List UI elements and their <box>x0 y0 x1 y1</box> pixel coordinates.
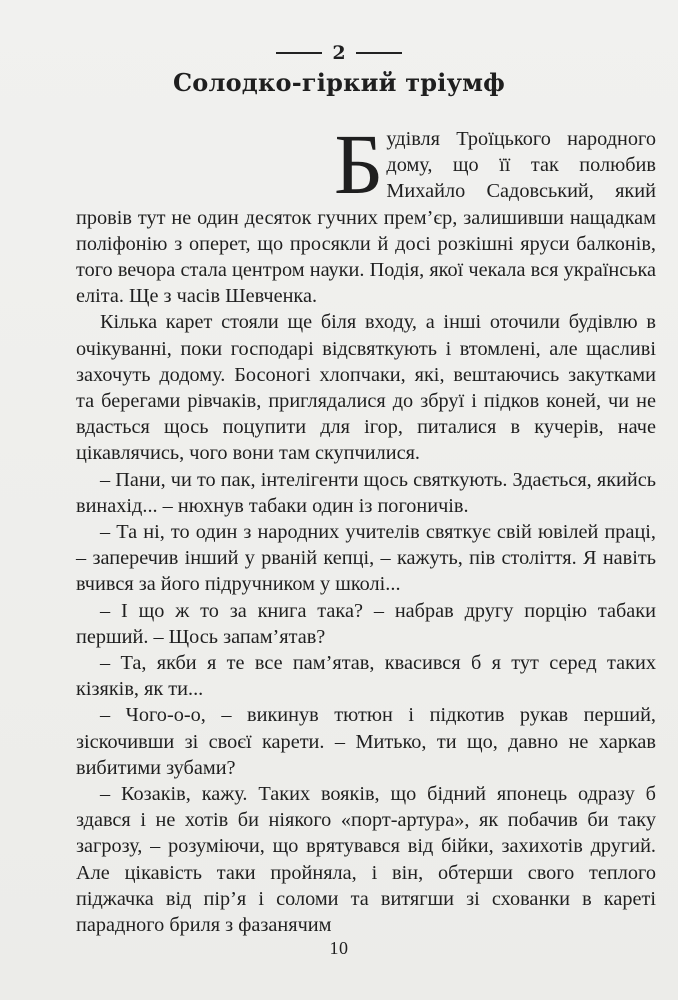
paragraph-4: – Та ні, то один з народних учителів святкує свій ювілей праці, – заперечив інший у рваній кепці, – кажуть, пів століття. Я навіть вчився за його підручником у школі... <box>76 521 656 596</box>
paragraph-5: – І що ж то за книга така? – набрав другу порцію табаки перший. – Щось запам’ятав? <box>76 599 656 648</box>
paragraph-1-text: удівля Троїцького народного дому, що її так полюбив Михайло Садовський, який провів тут не один десяток гучних прем’єр, залишивши нащадкам поліфонію з оперет, що просякли й досі розкішні яруси балконів, того вечора стала центром науки. Подія, якої чекала вся українська еліта. Ще з часів Шевченка. <box>76 128 656 308</box>
right-rule <box>356 52 402 54</box>
chapter-number-row <box>0 40 678 66</box>
chapter-heading <box>0 40 678 97</box>
chapter-number: 2 <box>332 42 346 64</box>
paragraph-2: Кілька карет стояли ще біля входу, а інші оточили будівлю в очікуванні, поки господарі відсвяткують і втомлені, але щасливі захочуть додому. Босоногі хлопчаки, які, вештаючись закутками та берегами рівчаків, приглядалися до збруї і підков коней, чи не вдасться щось поцупити для ігор, питалися в кучерів, наче цікавлячись, чого вони там скупчилися. <box>76 311 656 465</box>
page-number: 10 <box>329 938 349 958</box>
paragraph-3: – Пани, чи то пак, інтелігенти щось святкують. Здається, якийсь винахід... – нюхнув табаки один із погоничів. <box>76 468 656 517</box>
paragraph-7: – Чого-о-о, – викинув тютюн і підкотив рукав перший, зіскочивши зі своєї карети. – Митько, ти що, давно не харкав вибитими зубами? <box>76 704 656 779</box>
paragraph-8: – Козаків, кажу. Таких вояків, що бідний японець одразу б здався і не хотів би ніякого «порт-артура», як побачив би таку загрозу, – розуміючи, що врятувався від бійки, захихотів другий. Але цікавість таки пройняла, і він, обтерши свого теплого піджачка від пір’я і соломи та витягши зі схованки в кареті парадного бриля з фазанячим <box>76 783 656 937</box>
left-rule <box>276 52 322 54</box>
paragraph-1 <box>76 116 656 309</box>
body-text <box>76 116 656 938</box>
drop-cap: Б <box>334 116 384 212</box>
chapter-title: Солодко-гіркий тріумф <box>172 68 506 97</box>
paragraph-6: – Та, якби я те все пам’ятав, квасився б я тут серед таких кізяків, як ти... <box>76 652 656 701</box>
